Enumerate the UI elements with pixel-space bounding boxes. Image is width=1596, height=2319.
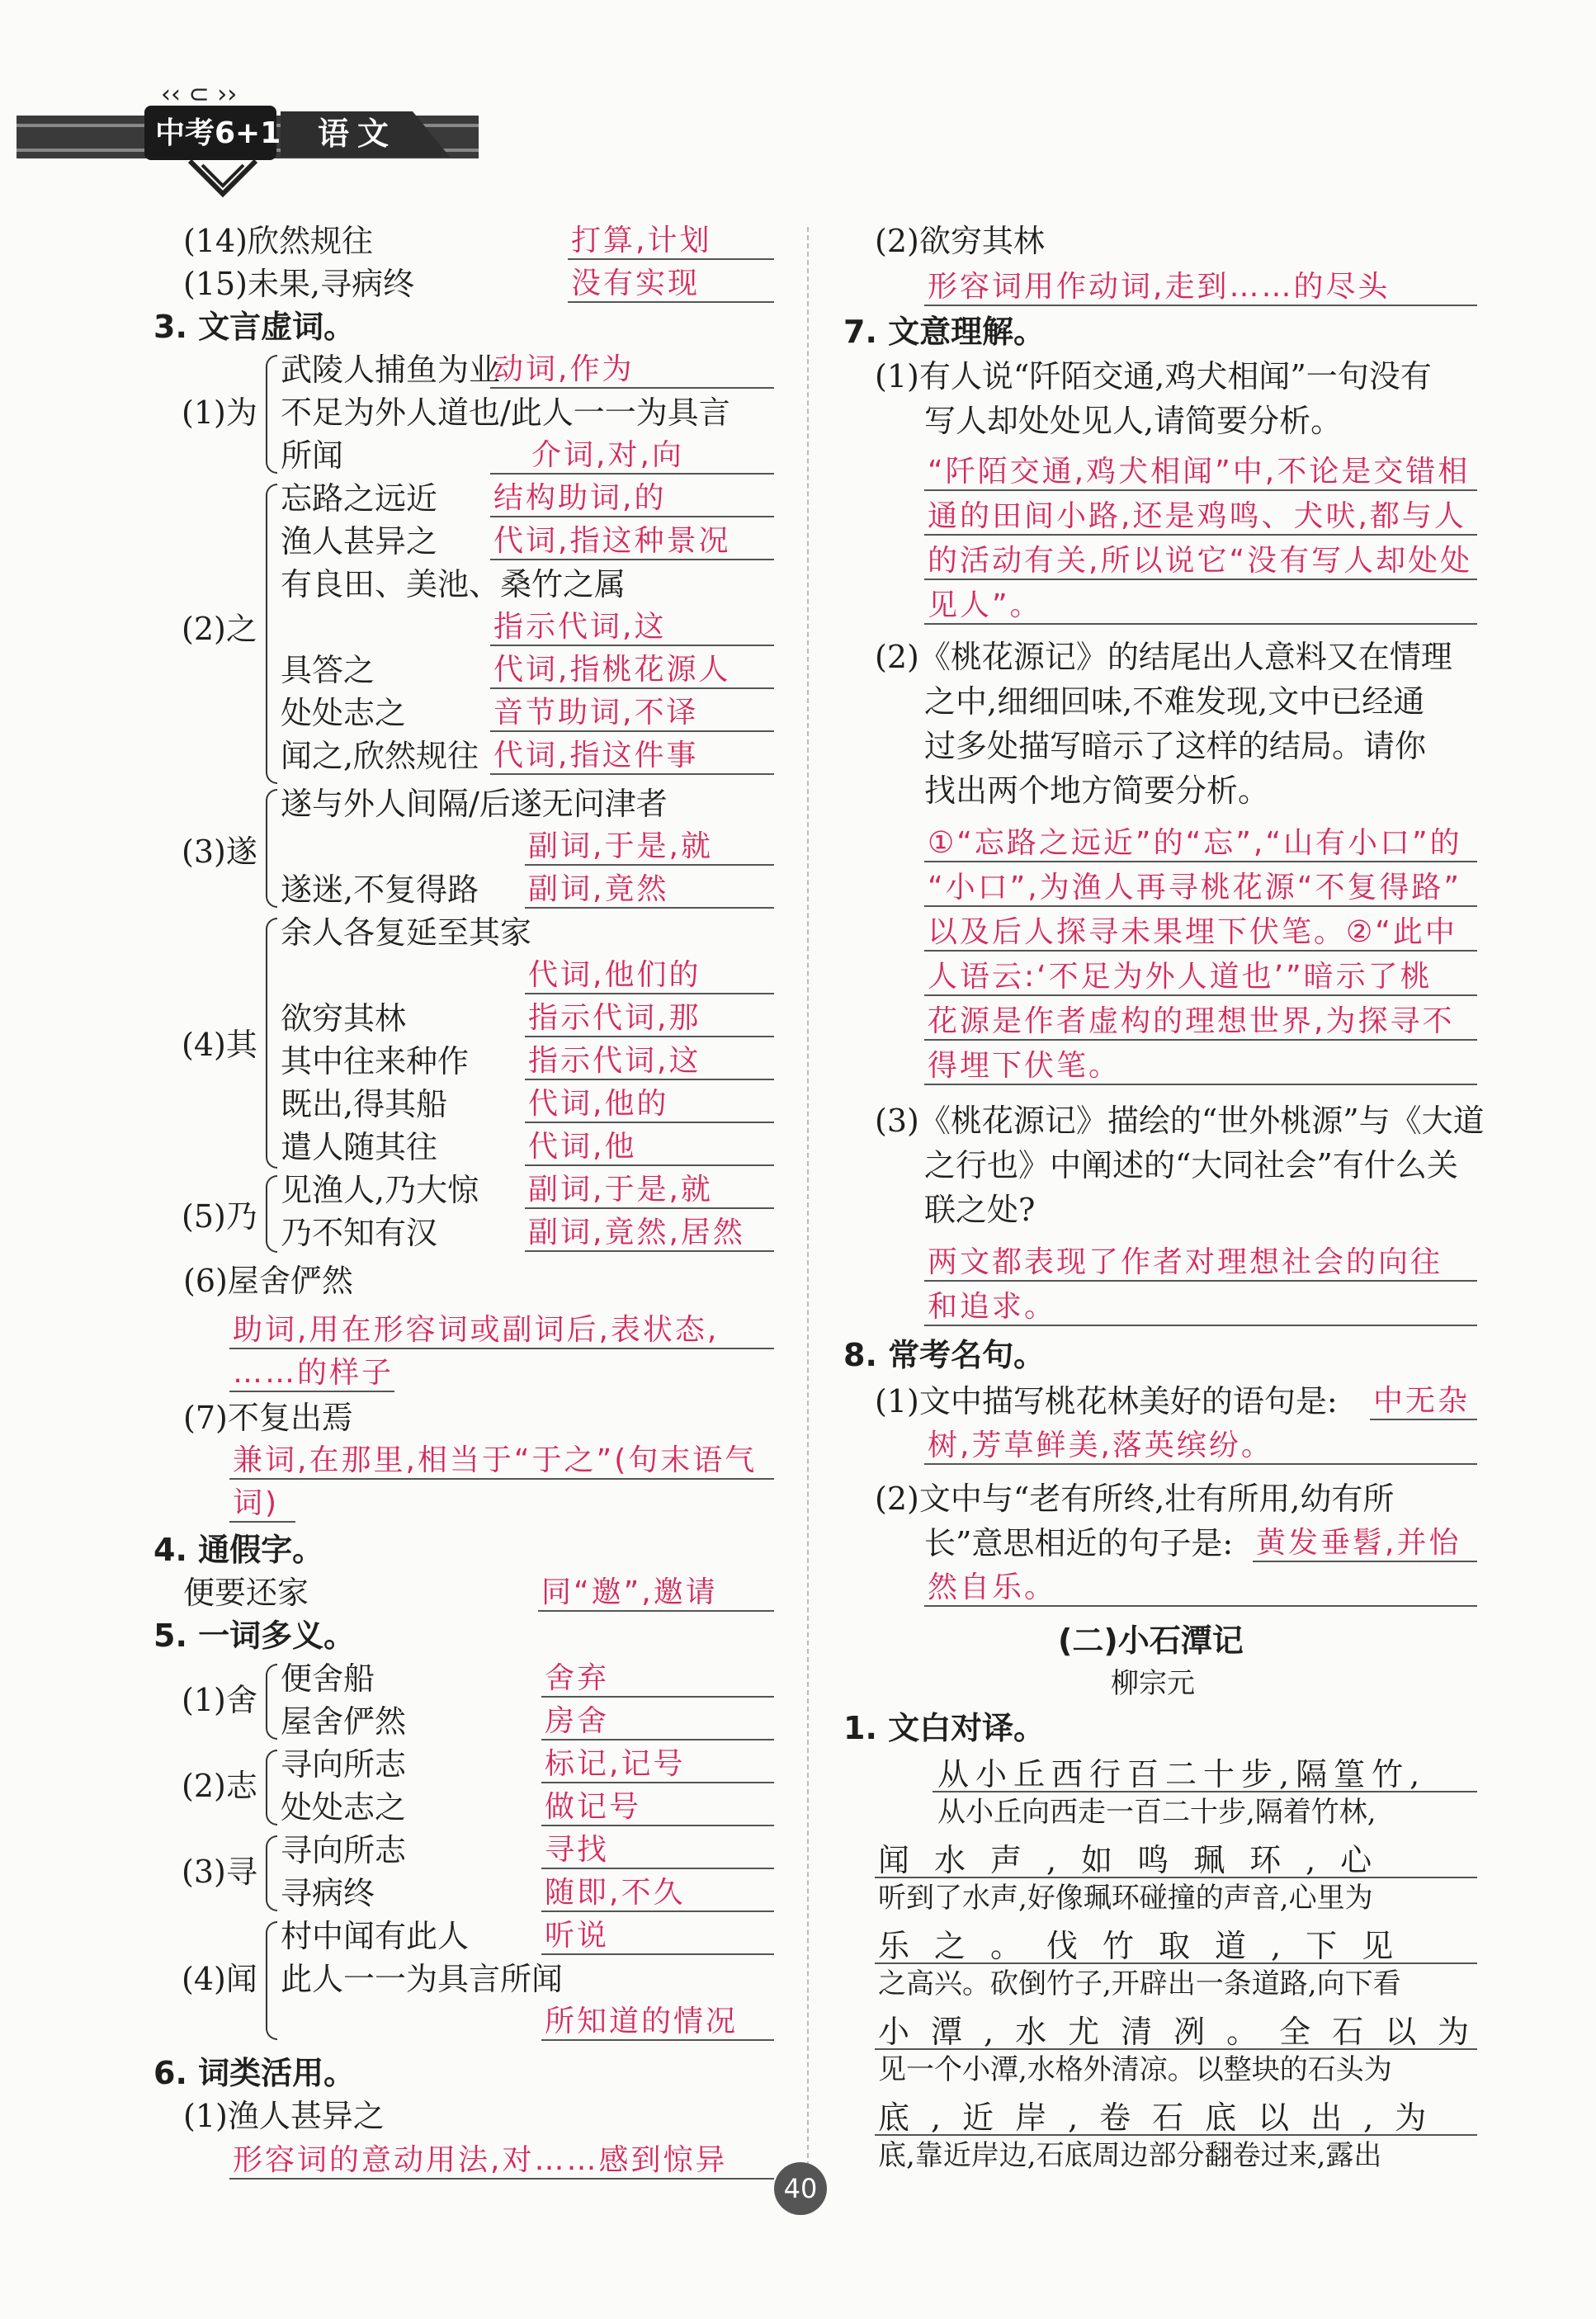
answer-line [924, 489, 1477, 491]
answer-line [490, 687, 774, 689]
brace [266, 1175, 277, 1253]
s7-1-a4: 见人”。 [928, 588, 1042, 622]
xun-q2: 寻病终 [281, 1875, 375, 1911]
s6-a2: 形容词用作动词,走到……的尽头 [928, 270, 1391, 304]
header-series: 中考6+1 [155, 116, 281, 150]
wen-a3: 所知道的情况 [545, 2005, 739, 2038]
s7-2-a6: 得埋下伏笔。 [928, 1049, 1121, 1083]
wen-a1: 听说 [545, 1919, 610, 1953]
answer-line [490, 645, 774, 646]
nai-a2: 副词,竟然,居然 [528, 1216, 745, 1249]
section-title: (二)小石潭记 [1058, 1622, 1244, 1659]
item-14-q: (14)欣然规往 [183, 223, 374, 259]
answer-line [568, 258, 774, 260]
she-a2: 房舍 [545, 1704, 610, 1738]
answer-line [490, 773, 774, 775]
trans-line-1: 从小丘向西走一百二十步,隔着竹林, [937, 1796, 1376, 1829]
wen-label: (4)闻 [182, 1961, 257, 1997]
s7-2-q2: 之中,细细回味,不难发现,文中已经通 [924, 683, 1425, 720]
trans-line-2: 听到了水声,好像珮环碰撞的声音,心里为 [878, 1882, 1373, 1915]
she-a1: 舍弃 [545, 1661, 610, 1695]
s7-1-a1: “阡陌交通,鸡犬相闻”中,不论是交错相 [928, 455, 1471, 489]
orig-underline [875, 2134, 1477, 2136]
xun-a2: 随即,不久 [545, 1876, 686, 1910]
zhi-q5: 具答之 [281, 652, 375, 688]
column-divider [807, 227, 809, 2199]
s7-2-q1: (2)《桃花源记》的结尾出人意料又在情理 [875, 639, 1452, 675]
answer-line [525, 1122, 774, 1123]
author: 柳宗元 [1111, 1667, 1195, 1700]
page-number: 40 [774, 2162, 827, 2215]
section-6-title: 6. 词类活用。 [153, 2055, 356, 2091]
s7-2-a2: “小口”,为渔人再寻桃花源“不复得路” [928, 871, 1462, 904]
s8-2-q2: 长”意思相近的句子是: [924, 1525, 1234, 1561]
item-7-a2: 词) [233, 1486, 280, 1520]
answer-line [541, 1953, 774, 1955]
zhi-q1: 忘路之远近 [281, 480, 438, 517]
header-subject: 语文 [318, 116, 398, 152]
s7-1-q1: (1)有人说“阡陌交通,鸡犬相闻”一句没有 [875, 358, 1432, 394]
zhi-q2: 渔人甚异之 [281, 523, 438, 560]
s4-a: 同“邀”,邀请 [541, 1575, 718, 1609]
answer-line [525, 1079, 774, 1080]
zhi2-a1: 标记,记号 [545, 1747, 686, 1781]
she-q2: 屋舍俨然 [281, 1703, 407, 1740]
zhi2-q2: 处处志之 [281, 1789, 407, 1825]
s7-2-q3: 过多处描写暗示了这样的结局。请你 [924, 728, 1427, 764]
s6-q2: (2)欲穷其林 [875, 223, 1045, 259]
svg-text:‹‹ ⊂ ››: ‹‹ ⊂ ›› [161, 80, 238, 109]
wei-label: (1)为 [182, 394, 257, 431]
answer-line [229, 1521, 295, 1523]
xun-label: (3)寻 [182, 1854, 257, 1890]
orig-line-4: 小潭,水尤清冽。全石以为 [878, 2014, 1491, 2050]
s7-3-q1: (3)《桃花源记》描绘的“世外桃源”与《大道 [875, 1103, 1485, 1139]
answer-line [924, 994, 1477, 996]
s7-3-q2: 之行也》中阐述的“大同社会”有什么关 [924, 1147, 1458, 1183]
s8-2-q1: (2)文中与“老有所终,壮有所用,幼有所 [875, 1481, 1395, 1517]
qi-q6: 遣人随其往 [281, 1129, 438, 1165]
answer-line [229, 1391, 394, 1392]
zhi-q7: 闻之,欣然规往 [281, 738, 479, 774]
s8-2-a2: 黄发垂髫,并怡 [1256, 1526, 1461, 1560]
zhi-a1: 结构助词,的 [493, 481, 667, 515]
sui-q3: 遂迷,不复得路 [281, 871, 479, 908]
answer-line [525, 1036, 774, 1037]
zhi-q3: 有良田、美池、桑竹之属 [281, 566, 626, 602]
s7-2-a5: 花源是作者虚构的理想世界,为探寻不 [928, 1004, 1455, 1038]
s8-1-a2: 树,芳草鲜美,落英缤纷。 [928, 1429, 1273, 1462]
s4-q: 便要还家 [183, 1575, 309, 1611]
item-14-a: 打算,计划 [571, 224, 712, 257]
answer-line [924, 579, 1477, 580]
answer-line [541, 2039, 774, 2041]
brace [266, 918, 277, 1169]
orig-underline [875, 1962, 1477, 1964]
page-header [0, 0, 495, 210]
wei-a3: 介词,对,向 [531, 438, 684, 472]
answer-line [924, 534, 1477, 536]
s7-3-a1: 两文都表现了作者对理想社会的向往 [928, 1245, 1443, 1279]
s7-2-a1: ①“忘路之远近”的“忘”,“山有小口”的 [928, 826, 1462, 860]
qi-a4: 指示代词,这 [528, 1044, 701, 1078]
section-3-title: 3. 文言虚词。 [153, 309, 356, 345]
s7-1-q2: 写人却处处见人,请简要分析。 [924, 403, 1343, 439]
she-q1: 便舍船 [281, 1660, 375, 1697]
answer-line [924, 1280, 1477, 1282]
wei-q1: 武陵人捕鱼为业 [281, 352, 501, 388]
brace [266, 484, 277, 784]
answer-line [525, 993, 774, 994]
answer-line [541, 1739, 774, 1740]
s6-a1: 形容词的意动用法,对……感到惊异 [233, 2143, 728, 2177]
wen-q2: 此人一一为具言所闻 [281, 1961, 564, 1997]
brace [266, 1750, 277, 1825]
s8-1-a1: 中无杂 [1373, 1384, 1471, 1418]
qi-a5: 代词,他的 [528, 1087, 669, 1121]
answer-line [568, 301, 774, 303]
section-5-title: 5. 一词多义。 [153, 1618, 356, 1654]
zhi-label: (2)之 [182, 611, 257, 647]
answer-line [1370, 1419, 1477, 1420]
xun-q1: 寻向所志 [281, 1832, 407, 1868]
xun-a1: 寻找 [545, 1833, 610, 1867]
answer-line [541, 1910, 774, 1912]
s7-1-a3: 的活动有关,所以说它“没有写人却处处 [928, 544, 1473, 578]
answer-line [490, 473, 774, 475]
item-15-a: 没有实现 [571, 267, 701, 300]
wei-a1: 动词,作为 [493, 352, 635, 386]
answer-line [538, 1610, 774, 1612]
answer-line [229, 1348, 774, 1349]
zhi-a2: 代词,指这种景况 [493, 524, 731, 558]
zhi-q6: 处处志之 [281, 695, 407, 731]
qi-q1: 余人各复延至其家 [281, 914, 532, 951]
qi-a6: 代词,他 [528, 1130, 637, 1164]
answer-line [924, 1463, 1477, 1465]
zhi-a3: 指示代词,这 [493, 610, 667, 644]
answer-line [924, 623, 1477, 625]
answer-line [924, 1084, 1477, 1085]
zhi2-q1: 寻向所志 [281, 1746, 407, 1783]
qi-q3: 欲穷其林 [281, 1000, 407, 1037]
s7-2-q4: 找出两个地方简要分析。 [924, 772, 1270, 809]
nai-label: (5)乃 [182, 1198, 257, 1235]
zhi-a6: 音节助词,不译 [493, 696, 699, 730]
wei-q2: 不足为外人道也/此人一一为具言 [281, 394, 730, 431]
answer-line [490, 516, 774, 517]
trans-line-3: 之高兴。砍倒竹子,开辟出一条道路,向下看 [878, 1967, 1401, 2000]
answer-line [229, 1478, 774, 1480]
zhi2-label: (2)志 [182, 1768, 257, 1804]
s8-2-a3: 然自乐。 [928, 1570, 1057, 1604]
brace [266, 355, 277, 474]
item-15-q: (15)未果,寻病终 [183, 266, 415, 302]
s8-1-q: (1)文中描写桃花林美好的语句是: [875, 1383, 1338, 1419]
qi-a2: 代词,他们的 [528, 958, 701, 992]
s7-3-a2: 和追求。 [928, 1290, 1057, 1324]
answer-line [490, 730, 774, 732]
orig-line-3: 乐之。伐竹取道,下见 [878, 1928, 1419, 1964]
zhi-a5: 代词,指桃花源人 [493, 653, 731, 687]
answer-line [924, 905, 1477, 907]
item-6-a2: ……的样子 [233, 1356, 394, 1390]
section-1-title: 1. 文白对译。 [843, 1710, 1046, 1746]
answer-line [229, 2178, 774, 2180]
sui-a1: 副词,于是,就 [528, 829, 713, 863]
wei-q3: 所闻 [281, 437, 344, 474]
answer-line [1253, 1561, 1477, 1562]
she-label: (1)舍 [182, 1682, 257, 1718]
answer-line [525, 864, 774, 866]
zhi-a7: 代词,指这件事 [493, 739, 699, 772]
answer-line [541, 1825, 774, 1826]
sui-a3: 副词,竟然 [528, 872, 669, 906]
orig-underline [875, 2048, 1477, 2050]
s6-q1: (1)渔人甚异之 [183, 2098, 385, 2134]
answer-line [541, 1782, 774, 1783]
zhi2-a2: 做记号 [545, 1790, 642, 1824]
section-4-title: 4. 通假字。 [153, 1532, 324, 1568]
item-6-q: (6)屋舍俨然 [183, 1263, 353, 1299]
qi-q5: 既出,得其船 [281, 1086, 448, 1122]
qi-label: (4)其 [182, 1027, 257, 1063]
trans-line-4: 见一个小潭,水格外清凉。以整块的石头为 [878, 2053, 1392, 2086]
sui-q1: 遂与外人间隔/后遂无问津者 [281, 786, 668, 822]
answer-line [490, 559, 774, 560]
s7-2-a3: 以及后人探寻未果埋下伏笔。②“此中 [928, 915, 1457, 949]
orig-underline [875, 1877, 1477, 1878]
nai-q1: 见渔人,乃大惊 [281, 1172, 479, 1208]
s7-1-a2: 通的田间小路,还是鸡鸣、犬吠,都与人 [928, 499, 1466, 533]
brace [266, 789, 277, 908]
answer-line [924, 861, 1477, 862]
wen-q1: 村中闻有此人 [281, 1918, 470, 1954]
orig-line-5: 底,近岸,卷石底以出,为 [878, 2099, 1448, 2136]
answer-line [924, 1039, 1477, 1041]
orig-line-2: 闻水声,如鸣珮环,心 [878, 1842, 1397, 1878]
item-7-q: (7)不复出焉 [183, 1400, 353, 1436]
qi-q4: 其中往来种作 [281, 1043, 470, 1079]
answer-line [525, 1250, 774, 1252]
section-8-title: 8. 常考名句。 [843, 1337, 1046, 1373]
orig-line-1: 从小丘西行百二十步,隔篁竹, [937, 1756, 1427, 1792]
answer-line [525, 1164, 774, 1166]
answer-line [924, 1605, 1477, 1607]
brace [266, 1664, 277, 1740]
brace [266, 1835, 277, 1911]
orig-underline [933, 1791, 1477, 1792]
trans-line-5: 底,靠近岸边,石底周边部分翻卷过来,露出 [878, 2139, 1382, 2172]
answer-line [525, 907, 774, 909]
answer-line [541, 1868, 774, 1869]
answer-line [525, 1207, 774, 1209]
sui-label: (3)遂 [182, 834, 257, 870]
s7-2-a4: 人语云:‘不足为外人道也’”暗示了桃 [928, 960, 1433, 994]
qi-a3: 指示代词,那 [528, 1001, 701, 1035]
item-7-a1: 兼词,在那里,相当于“于之”(句末语气 [233, 1443, 758, 1477]
item-6-a1: 助词,用在形容词或副词后,表状态, [233, 1313, 720, 1347]
answer-line [541, 1696, 774, 1698]
answer-line [924, 950, 1477, 952]
section-7-title: 7. 文意理解。 [843, 314, 1046, 350]
brace [266, 1921, 277, 2040]
header-banner [0, 0, 495, 206]
nai-a1: 副词,于是,就 [528, 1173, 713, 1207]
answer-line [924, 305, 1477, 306]
answer-line [490, 387, 774, 389]
nai-q2: 乃不知有汉 [281, 1215, 438, 1251]
answer-line [924, 1325, 1477, 1326]
s7-3-q3: 联之处? [924, 1192, 1036, 1228]
